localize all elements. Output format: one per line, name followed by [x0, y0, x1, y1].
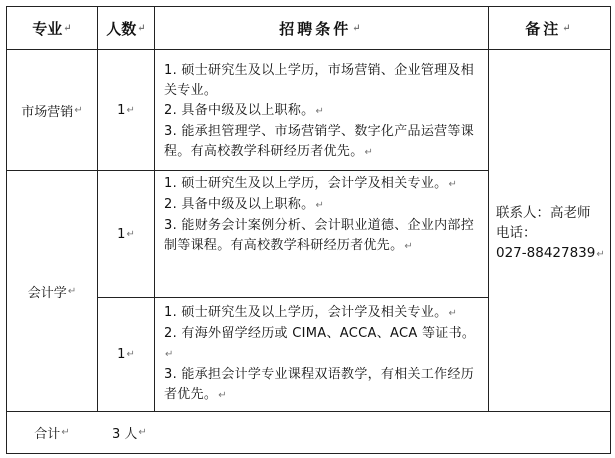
condition-item: 2. 有海外留学经历或 CIMA、ACCA、ACA 等证书。↵ — [164, 326, 476, 360]
conditions-list — [164, 303, 482, 406]
major-label: 市场营销 — [21, 104, 74, 120]
count-value: 1 — [117, 347, 126, 362]
paragraph-mark-icon: ↵ — [61, 427, 70, 438]
paragraph-mark-icon: ↵ — [63, 22, 72, 34]
total-label: 合计 — [34, 427, 61, 442]
table-row-count — [98, 50, 154, 170]
paragraph-mark-icon: ↵ — [218, 390, 227, 401]
paragraph-mark-icon: ↵ — [448, 179, 458, 190]
paragraph-mark-icon: ↵ — [596, 249, 605, 260]
count-value: 1 — [117, 226, 126, 242]
table-row-major — [7, 50, 97, 170]
table-row-count — [98, 298, 154, 411]
header-count-label: 人数 — [106, 19, 137, 38]
paragraph-mark-icon: ↵ — [126, 349, 135, 360]
total-value-cell — [112, 412, 312, 453]
paragraph-mark-icon: ↵ — [126, 228, 135, 240]
condition-item: 3. 能财务会计案例分析、会计职业道德、企业内部控制等课程。有高校教学科研经历者优先。↵ — [164, 218, 475, 253]
header-remarks-label: 备注 — [525, 19, 562, 38]
paragraph-mark-icon: ↵ — [138, 427, 147, 438]
header-count — [98, 7, 154, 49]
paragraph-mark-icon: ↵ — [448, 308, 458, 319]
count-value: 1 — [117, 102, 126, 118]
paragraph-mark-icon: ↵ — [67, 285, 77, 297]
total-label-cell — [7, 412, 97, 453]
condition-item: 2. 具备中级及以上职称。↵ — [164, 103, 325, 118]
table-row-major — [7, 171, 97, 411]
paragraph-mark-icon: ↵ — [352, 22, 364, 34]
paragraph-mark-icon: ↵ — [74, 104, 83, 116]
condition-item: 1. 硕士研究生及以上学历，会计学及相关专业。↵ — [164, 305, 458, 320]
header-conditions — [155, 7, 488, 49]
condition-item: 1. 硕士研究生及以上学历，市场营销、企业管理及相关专业。 — [164, 63, 475, 98]
contact-person: 联系人：高老师 — [496, 205, 591, 221]
condition-item: 2. 具备中级及以上职称。↵ — [164, 197, 325, 212]
paragraph-mark-icon: ↵ — [404, 241, 414, 252]
phone-label: 电话： — [496, 225, 537, 241]
contact-info — [496, 203, 608, 265]
paragraph-mark-icon: ↵ — [562, 22, 574, 34]
phone-number: 027-88427839 — [496, 245, 596, 261]
phone-line — [496, 243, 608, 265]
header-major-label: 专业 — [32, 19, 63, 38]
table-row-count — [98, 171, 154, 297]
paragraph-mark-icon: ↵ — [165, 349, 174, 360]
condition-item: 1. 硕士研究生及以上学历，会计学及相关专业。↵ — [164, 176, 458, 191]
header-conditions-label: 招聘条件 — [279, 19, 352, 38]
paragraph-mark-icon: ↵ — [364, 147, 374, 158]
condition-item: 3. 能承担管理学、市场营销学、数字化产品运营等课程。有高校教学科研经历者优先。↵ — [164, 124, 475, 159]
header-remarks — [489, 7, 610, 49]
paragraph-mark-icon: ↵ — [126, 104, 135, 116]
condition-item: 3. 能承担会计学专业课程双语教学，有相关工作经历者优先。↵ — [164, 367, 475, 402]
paragraph-mark-icon: ↵ — [315, 200, 325, 211]
paragraph-mark-icon: ↵ — [315, 106, 325, 117]
conditions-list — [164, 61, 482, 163]
major-label: 会计学 — [27, 285, 67, 301]
paragraph-mark-icon: ↵ — [137, 22, 146, 34]
conditions-list — [164, 174, 482, 257]
total-value: 3 人 — [112, 427, 138, 442]
header-major — [7, 7, 97, 49]
